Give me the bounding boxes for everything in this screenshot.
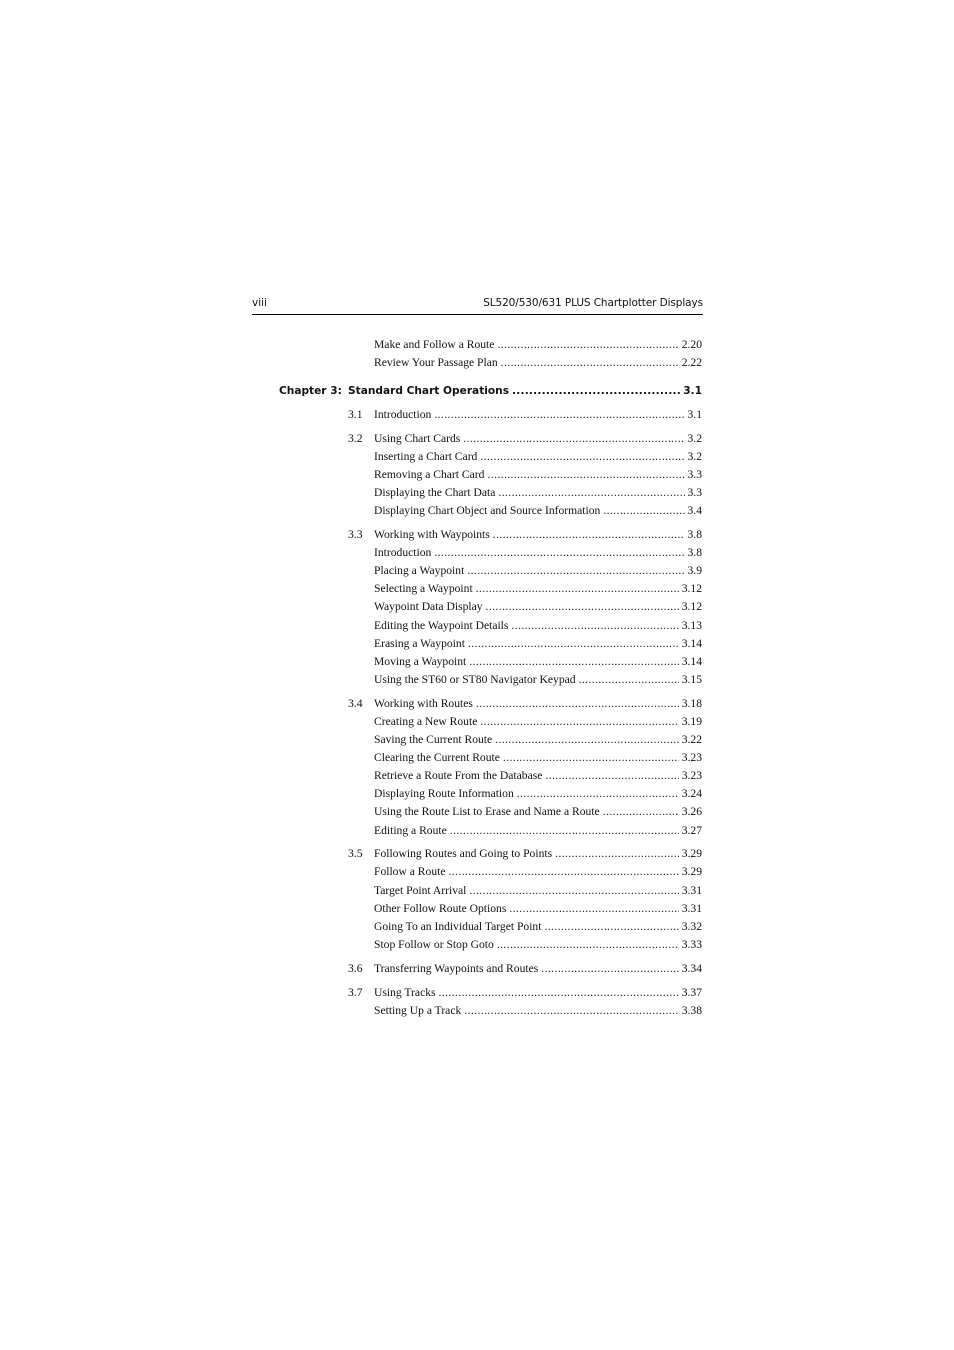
entry-page-number: 3.13 [681, 619, 702, 632]
entry-page-number: 3.19 [681, 715, 702, 728]
toc-entry [348, 383, 702, 399]
section-number: 3.7 [348, 986, 363, 999]
toc-entry [374, 846, 702, 862]
dot-leader [497, 937, 679, 953]
dot-leader [497, 337, 678, 353]
page-header [252, 297, 703, 315]
dot-leader [480, 714, 678, 730]
entry-page-number: 3.24 [681, 787, 702, 800]
entry-page-number: 3.33 [681, 938, 702, 951]
entry-title: Make and Follow a Route [374, 338, 495, 351]
entry-title: Using Chart Cards [374, 432, 461, 445]
toc-entry [374, 750, 702, 766]
toc-entry [374, 563, 702, 579]
toc-entry [374, 618, 702, 634]
dot-leader [434, 545, 684, 561]
entry-page-number: 3.1 [683, 385, 702, 397]
dot-leader [469, 654, 678, 670]
section-number: 3.6 [348, 962, 363, 975]
toc-entry [374, 786, 702, 802]
toc-entry [374, 337, 702, 353]
toc-entry [374, 503, 702, 519]
entry-title: Waypoint Data Display [374, 600, 483, 613]
toc-entry [374, 985, 702, 1001]
dot-leader [487, 467, 684, 483]
dot-leader [486, 599, 679, 615]
entry-page-number: 3.14 [681, 637, 702, 650]
dot-leader [493, 527, 685, 543]
entry-page-number: 3.8 [687, 528, 702, 541]
dot-leader [476, 581, 679, 597]
toc-entry [374, 732, 702, 748]
entry-page-number: 3.26 [681, 805, 702, 818]
dot-leader [498, 485, 684, 501]
entry-title: Review Your Passage Plan [374, 356, 498, 369]
entry-page-number: 3.1 [687, 408, 702, 421]
toc-entry [374, 467, 702, 483]
toc-entry [374, 527, 702, 543]
toc-entry [374, 714, 702, 730]
entry-page-number: 3.18 [681, 697, 702, 710]
toc-entry [374, 696, 702, 712]
toc-entry [374, 407, 702, 423]
entry-title: Using Tracks [374, 986, 436, 999]
entry-page-number: 3.32 [681, 920, 702, 933]
toc-entry [374, 355, 702, 371]
toc-entry [374, 1003, 702, 1019]
dot-leader [579, 672, 679, 688]
entry-page-number: 3.31 [681, 902, 702, 915]
toc-entry [374, 545, 702, 561]
entry-page-number: 3.23 [681, 769, 702, 782]
entry-page-number: 3.2 [687, 450, 702, 463]
entry-page-number: 3.27 [681, 824, 702, 837]
entry-title: Placing a Waypoint [374, 564, 465, 577]
entry-page-number: 3.37 [681, 986, 702, 999]
dot-leader [439, 985, 679, 1001]
entry-title: Clearing the Current Route [374, 751, 500, 764]
page-number: viii [252, 297, 267, 309]
entry-title: Stop Follow or Stop Goto [374, 938, 494, 951]
entry-page-number: 3.22 [681, 733, 702, 746]
dot-leader [509, 901, 678, 917]
entry-title: Using the Route List to Erase and Name a Route [374, 805, 600, 818]
toc-entry [374, 961, 702, 977]
entry-page-number: 3.34 [681, 962, 702, 975]
dot-leader [512, 383, 680, 399]
entry-title: Retrieve a Route From the Database [374, 769, 543, 782]
toc-entry [374, 672, 702, 688]
entry-page-number: 3.12 [681, 600, 702, 613]
toc-entry [374, 485, 702, 501]
dot-leader [603, 503, 684, 519]
dot-leader [603, 804, 679, 820]
entry-page-number: 3.3 [687, 468, 702, 481]
entry-page-number: 3.15 [681, 673, 702, 686]
running-title: SL520/530/631 PLUS Chartplotter Displays [483, 297, 703, 309]
dot-leader [463, 431, 684, 447]
entry-page-number: 3.38 [681, 1004, 702, 1017]
toc-entry [374, 449, 702, 465]
entry-page-number: 3.31 [681, 884, 702, 897]
entry-title: Working with Routes [374, 697, 473, 710]
section-number: 3.5 [348, 847, 363, 860]
toc-entry [374, 768, 702, 784]
entry-title: Editing a Route [374, 824, 447, 837]
toc-entry [374, 864, 702, 880]
dot-leader [449, 864, 679, 880]
dot-leader [469, 883, 678, 899]
entry-page-number: 3.3 [687, 486, 702, 499]
dot-leader [480, 449, 684, 465]
entry-title: Displaying Chart Object and Source Information [374, 504, 601, 517]
toc-entry [374, 937, 702, 953]
toc-entry [374, 599, 702, 615]
entry-title: Transferring Waypoints and Routes [374, 962, 539, 975]
entry-page-number: 3.12 [681, 582, 702, 595]
entry-title: Erasing a Waypoint [374, 637, 465, 650]
dot-leader [464, 1003, 678, 1019]
toc-entry [374, 636, 702, 652]
section-number: 3.3 [348, 528, 363, 541]
dot-leader [467, 563, 684, 579]
entry-title: Displaying the Chart Data [374, 486, 496, 499]
entry-title: Following Routes and Going to Points [374, 847, 553, 860]
section-number: 3.2 [348, 432, 363, 445]
entry-title: Introduction [374, 408, 432, 421]
dot-leader [545, 768, 678, 784]
toc-entry [374, 919, 702, 935]
entry-page-number: 2.22 [681, 356, 702, 369]
dot-leader [450, 823, 679, 839]
dot-leader [434, 407, 684, 423]
entry-title: Follow a Route [374, 865, 446, 878]
entry-title: Target Point Arrival [374, 884, 467, 897]
entry-page-number: 3.4 [687, 504, 702, 517]
dot-leader [476, 696, 679, 712]
dot-leader [495, 732, 679, 748]
entry-title: Other Follow Route Options [374, 902, 507, 915]
entry-page-number: 3.9 [687, 564, 702, 577]
toc-entry [374, 883, 702, 899]
section-number: 3.1 [348, 408, 363, 421]
dot-leader [468, 636, 679, 652]
entry-title: Moving a Waypoint [374, 655, 467, 668]
entry-page-number: 3.2 [687, 432, 702, 445]
entry-page-number: 3.14 [681, 655, 702, 668]
dot-leader [517, 786, 679, 802]
section-number: 3.4 [348, 697, 363, 710]
dot-leader [511, 618, 678, 634]
dot-leader [501, 355, 679, 371]
dot-leader [541, 961, 678, 977]
dot-leader [503, 750, 679, 766]
chapter-label: Chapter 3: [279, 385, 342, 397]
dot-leader [555, 846, 679, 862]
toc-entry [374, 804, 702, 820]
entry-title: Standard Chart Operations [348, 385, 510, 397]
toc-entry [374, 823, 702, 839]
entry-title: Introduction [374, 546, 432, 559]
entry-title: Removing a Chart Card [374, 468, 485, 481]
entry-title: Selecting a Waypoint [374, 582, 473, 595]
entry-page-number: 3.29 [681, 865, 702, 878]
entry-title: Displaying Route Information [374, 787, 514, 800]
toc-entry [374, 654, 702, 670]
dot-leader [544, 919, 678, 935]
entry-page-number: 3.8 [687, 546, 702, 559]
toc-entry [374, 431, 702, 447]
entry-page-number: 3.23 [681, 751, 702, 764]
toc-entry [374, 901, 702, 917]
toc-entry [374, 581, 702, 597]
entry-title: Inserting a Chart Card [374, 450, 478, 463]
entry-title: Going To an Individual Target Point [374, 920, 542, 933]
entry-title: Setting Up a Track [374, 1004, 462, 1017]
entry-page-number: 3.29 [681, 847, 702, 860]
entry-title: Saving the Current Route [374, 733, 493, 746]
entry-title: Using the ST60 or ST80 Navigator Keypad [374, 673, 576, 686]
entry-title: Editing the Waypoint Details [374, 619, 509, 632]
entry-title: Creating a New Route [374, 715, 478, 728]
entry-title: Working with Waypoints [374, 528, 490, 541]
entry-page-number: 2.20 [681, 338, 702, 351]
